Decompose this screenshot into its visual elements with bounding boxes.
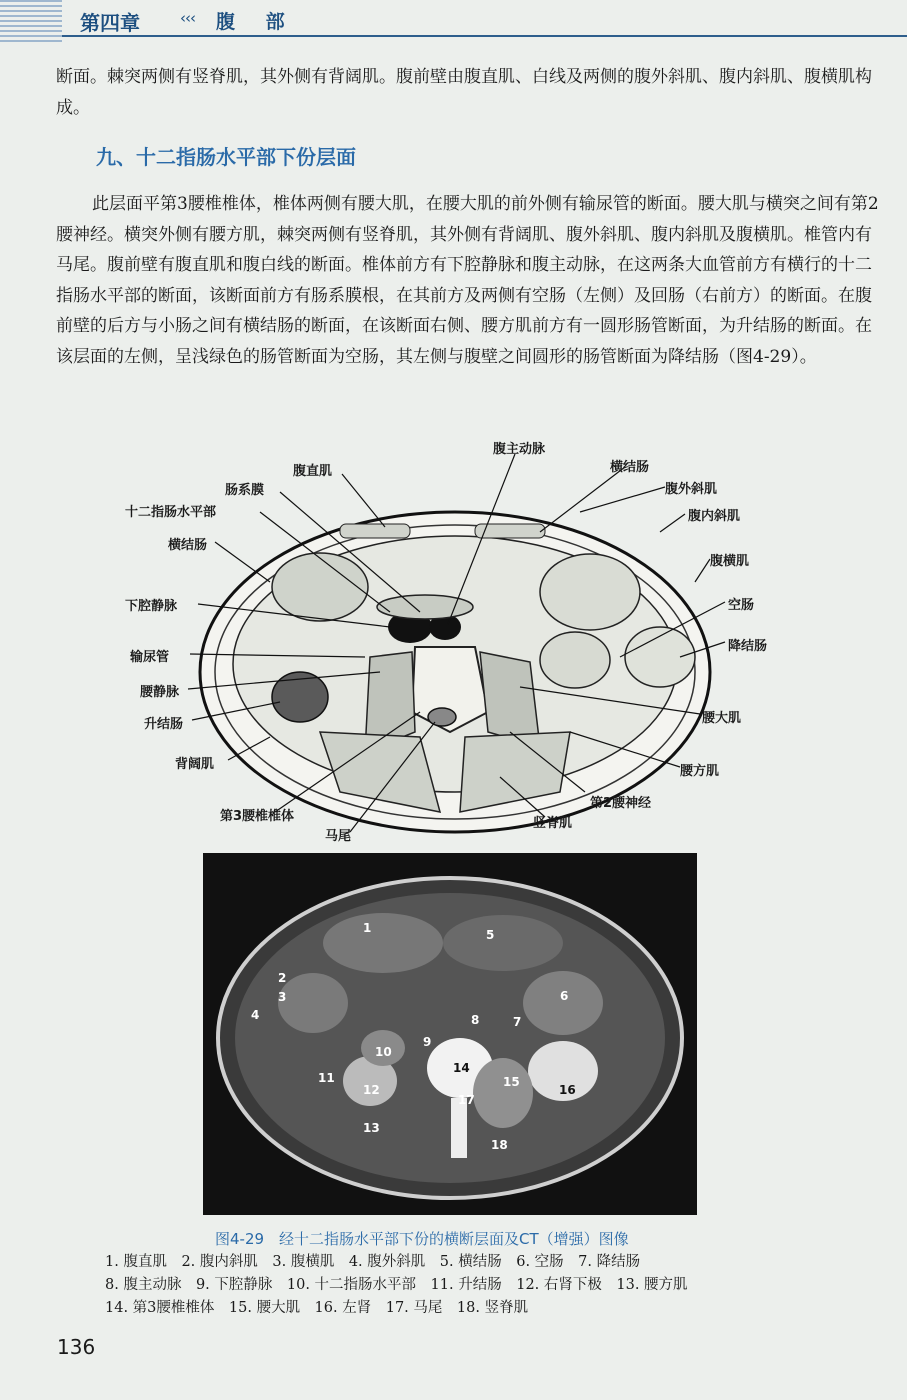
label-quadratus: 腰方肌 bbox=[680, 764, 720, 779]
figure-caption: 图4-29 经十二指肠水平部下份的横断层面及CT（增强）图像 bbox=[215, 1230, 629, 1248]
ct-label-16: 16 bbox=[559, 1083, 576, 1097]
ct-label-2: 2 bbox=[278, 971, 287, 985]
label-desc-colon: 降结肠 bbox=[728, 639, 768, 654]
label-latissimus: 背阔肌 bbox=[175, 757, 215, 772]
label-int-oblique: 腹内斜肌 bbox=[688, 509, 741, 524]
label-vertebra: 第3腰椎椎体 bbox=[220, 809, 295, 824]
header-bar bbox=[62, 3, 907, 37]
label-l2-nerve: 第2腰神经 bbox=[590, 796, 652, 811]
anatomy-figure bbox=[120, 432, 810, 852]
label-ext-oblique: 腹外斜肌 bbox=[665, 482, 718, 497]
ct-image bbox=[203, 853, 697, 1215]
label-ureter: 输尿管 bbox=[130, 650, 170, 665]
ct-label-6: 6 bbox=[560, 989, 569, 1003]
ct-label-10: 10 bbox=[375, 1045, 392, 1059]
section-title: 九、十二指肠水平部下份层面 bbox=[96, 145, 356, 169]
legend-line-3: 14. 第3腰椎椎体 15. 腰大肌 16. 左肾 17. 马尾 18. 竖脊肌 bbox=[105, 1300, 529, 1316]
ct-label-18: 18 bbox=[491, 1138, 508, 1152]
ct-label-13: 13 bbox=[363, 1121, 380, 1135]
paragraph-2: 此层面平第3腰椎椎体，椎体两侧有腰大肌，在腰大肌的前外侧有输尿管的断面。腰大肌与横突之间有第2腰神经。横突外侧有腰方肌，棘突两侧有竖脊肌，其外侧有背阔肌、腹外斜肌、腹内斜肌及腹横肌。椎管内有马尾。腹前壁有腹直肌和腹白线的断面。椎体前方有下腔静脉和腹主动脉，在这两条大血管前方有横行的十二指肠水平部的断面，该断面前方有肠系膜根，在其前方及两侧有空肠（左侧）及回肠（右前方）的断面。在腹前壁的后方与小肠之间有横结肠的断面，在该断面右侧、腰方肌前方有一圆形肠管断面，为升结肠的断面。在该层面的左侧，呈浅绿色的肠管断面为空肠，其左侧与腹壁之间圆形的肠管断面为降结肠（图4-29）。 bbox=[56, 194, 879, 367]
label-asc-colon: 升结肠 bbox=[144, 717, 184, 732]
ct-label-15: 15 bbox=[503, 1075, 520, 1089]
ct-label-9: 9 bbox=[423, 1035, 432, 1049]
ct-label-11: 11 bbox=[318, 1071, 335, 1085]
ct-label-4: 4 bbox=[251, 1008, 260, 1022]
ct-label-3: 3 bbox=[278, 990, 287, 1004]
page-header bbox=[0, 0, 907, 42]
label-erector: 竖脊肌 bbox=[533, 816, 573, 831]
label-cauda: 马尾 bbox=[325, 829, 352, 844]
label-transversus: 腹横肌 bbox=[710, 554, 750, 569]
paragraph-1: 断面。棘突两侧有竖脊肌，其外侧有背阔肌。腹前壁由腹直肌、白线及两侧的腹外斜肌、腹内斜肌、腹横肌构成。 bbox=[56, 67, 872, 118]
label-ivc: 下腔静脉 bbox=[125, 599, 178, 614]
ct-label-12: 12 bbox=[363, 1083, 380, 1097]
label-rectus: 腹直肌 bbox=[293, 464, 333, 479]
header-stripes bbox=[0, 0, 62, 42]
legend-line-2: 8. 腹主动脉 9. 下腔静脉 10. 十二指肠水平部 11. 升结肠 12. 右肾下极 13. 腰方肌 bbox=[105, 1277, 688, 1293]
label-jejunum: 空肠 bbox=[728, 598, 755, 613]
legend-line-1: 1. 腹直肌 2. 腹内斜肌 3. 腹横肌 4. 腹外斜肌 5. 横结肠 6. 空肠 7. 降结肠 bbox=[105, 1254, 641, 1270]
chapter-label: 第四章 bbox=[80, 11, 140, 35]
label-transverse-colon-left: 横结肠 bbox=[168, 538, 208, 553]
label-lumbar-vein: 腰静脉 bbox=[140, 685, 180, 700]
label-aorta: 腹主动脉 bbox=[493, 442, 546, 457]
label-duodenum: 十二指肠水平部 bbox=[125, 505, 217, 520]
ct-label-5: 5 bbox=[486, 928, 495, 942]
chevron-icon: ‹‹‹ bbox=[180, 9, 195, 27]
ct-label-14: 14 bbox=[453, 1061, 470, 1075]
page-number: 136 bbox=[57, 1335, 96, 1359]
ct-label-8: 8 bbox=[471, 1013, 480, 1027]
label-transverse-colon-top: 横结肠 bbox=[610, 460, 650, 475]
label-psoas: 腰大肌 bbox=[702, 711, 742, 726]
ct-label-1: 1 bbox=[363, 921, 372, 935]
chapter-title: 腹 部 bbox=[216, 11, 297, 33]
ct-label-17: 17 bbox=[458, 1093, 475, 1107]
ct-scan-graphic bbox=[203, 853, 697, 1215]
label-mesentery: 肠系膜 bbox=[225, 483, 265, 498]
ct-label-7: 7 bbox=[513, 1015, 522, 1029]
